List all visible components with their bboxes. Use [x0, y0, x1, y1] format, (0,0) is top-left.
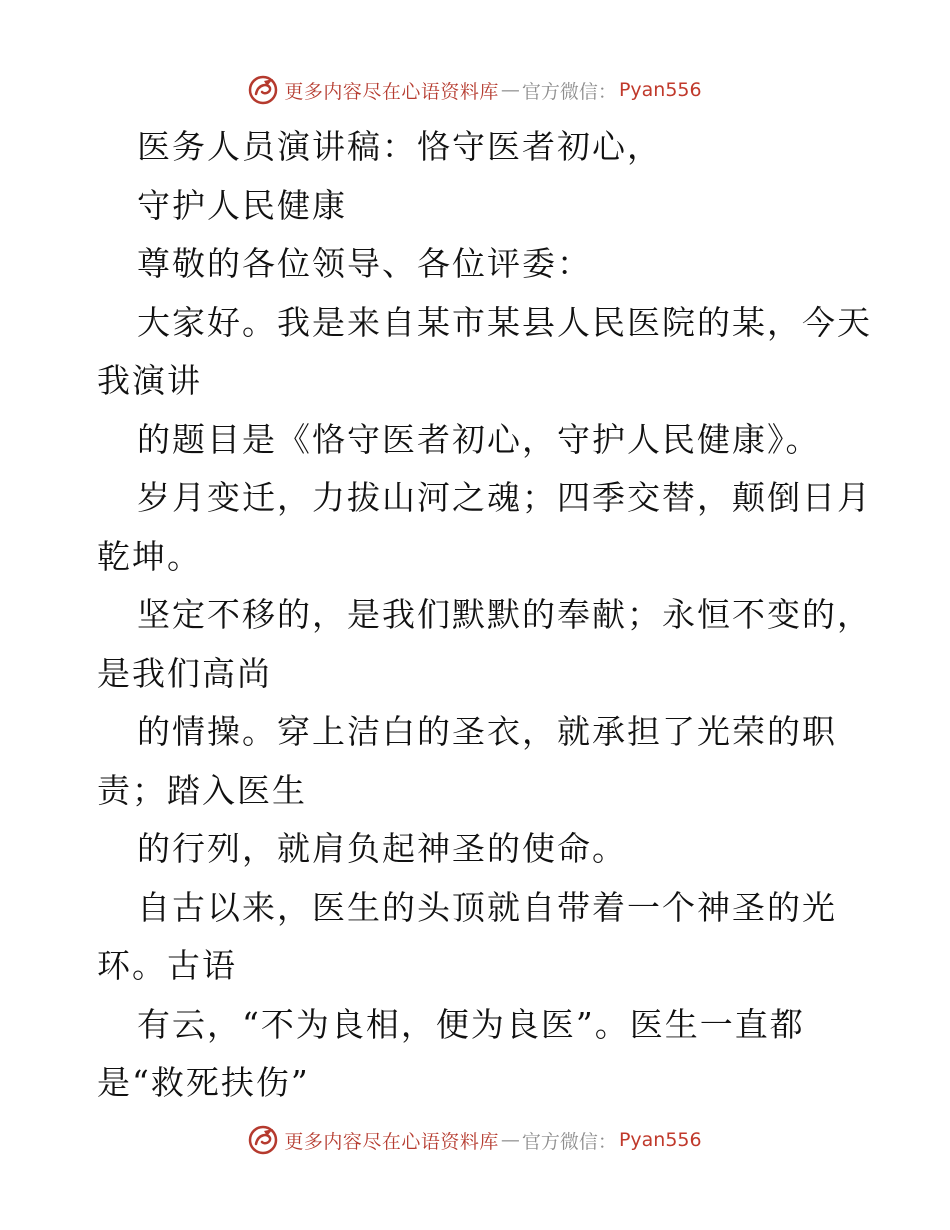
header-dash: —: [500, 79, 520, 101]
header-brand-text: 更多内容尽在心语资料库: [284, 80, 499, 103]
text-line: 坚定不移的，是我们默默的奉献；永恒不变的，: [137, 595, 872, 634]
text-line: 守护人民健康: [137, 185, 347, 225]
text-line: 责；踏入医生: [97, 770, 307, 810]
text-line: 大家好。我是来自某市某县人民医院的某，今天: [137, 302, 872, 342]
text-line: 岁月变迁，力拔山河之魂；四季交替，颠倒日月: [137, 478, 872, 517]
footer-wechat-label: 官方微信：: [521, 1130, 617, 1153]
text-line: 的行列，就肩负起神圣的使命。: [137, 829, 627, 868]
text-line: 是“救死扶伤”: [97, 1063, 310, 1102]
red-swirl-logo-icon: [248, 75, 278, 105]
speech-body: [97, 118, 872, 1113]
footer-wechat-id: Pyan556: [618, 1129, 702, 1151]
text-line: 我演讲: [97, 361, 202, 400]
text-line: 尊敬的各位领导、各位评委：: [137, 244, 592, 283]
text-line: 自古以来，医生的头顶就自带着一个神圣的光: [137, 887, 837, 927]
header-wechat-id: Pyan556: [618, 79, 702, 101]
footer-dash: —: [500, 1129, 520, 1151]
header-banner: [0, 70, 950, 110]
text-line: 是我们高尚: [97, 653, 272, 693]
header-wechat-label: 官方微信：: [521, 80, 617, 103]
text-line: 有云，“不为良相，便为良医”。医生一直都: [137, 1004, 805, 1044]
text-line: 的情操。穿上洁白的圣衣，就承担了光荣的职: [137, 712, 837, 751]
text-line: 医务人员演讲稿：恪守医者初心，: [137, 127, 662, 166]
text-line: 的题目是《恪守医者初心，守护人民健康》。: [137, 419, 821, 459]
footer-brand-text: 更多内容尽在心语资料库: [284, 1130, 499, 1153]
red-swirl-logo-icon: [248, 1125, 278, 1155]
footer-banner: [0, 1120, 950, 1160]
text-line: 乾坤。: [97, 536, 202, 576]
text-line: 环。古语: [97, 946, 237, 985]
